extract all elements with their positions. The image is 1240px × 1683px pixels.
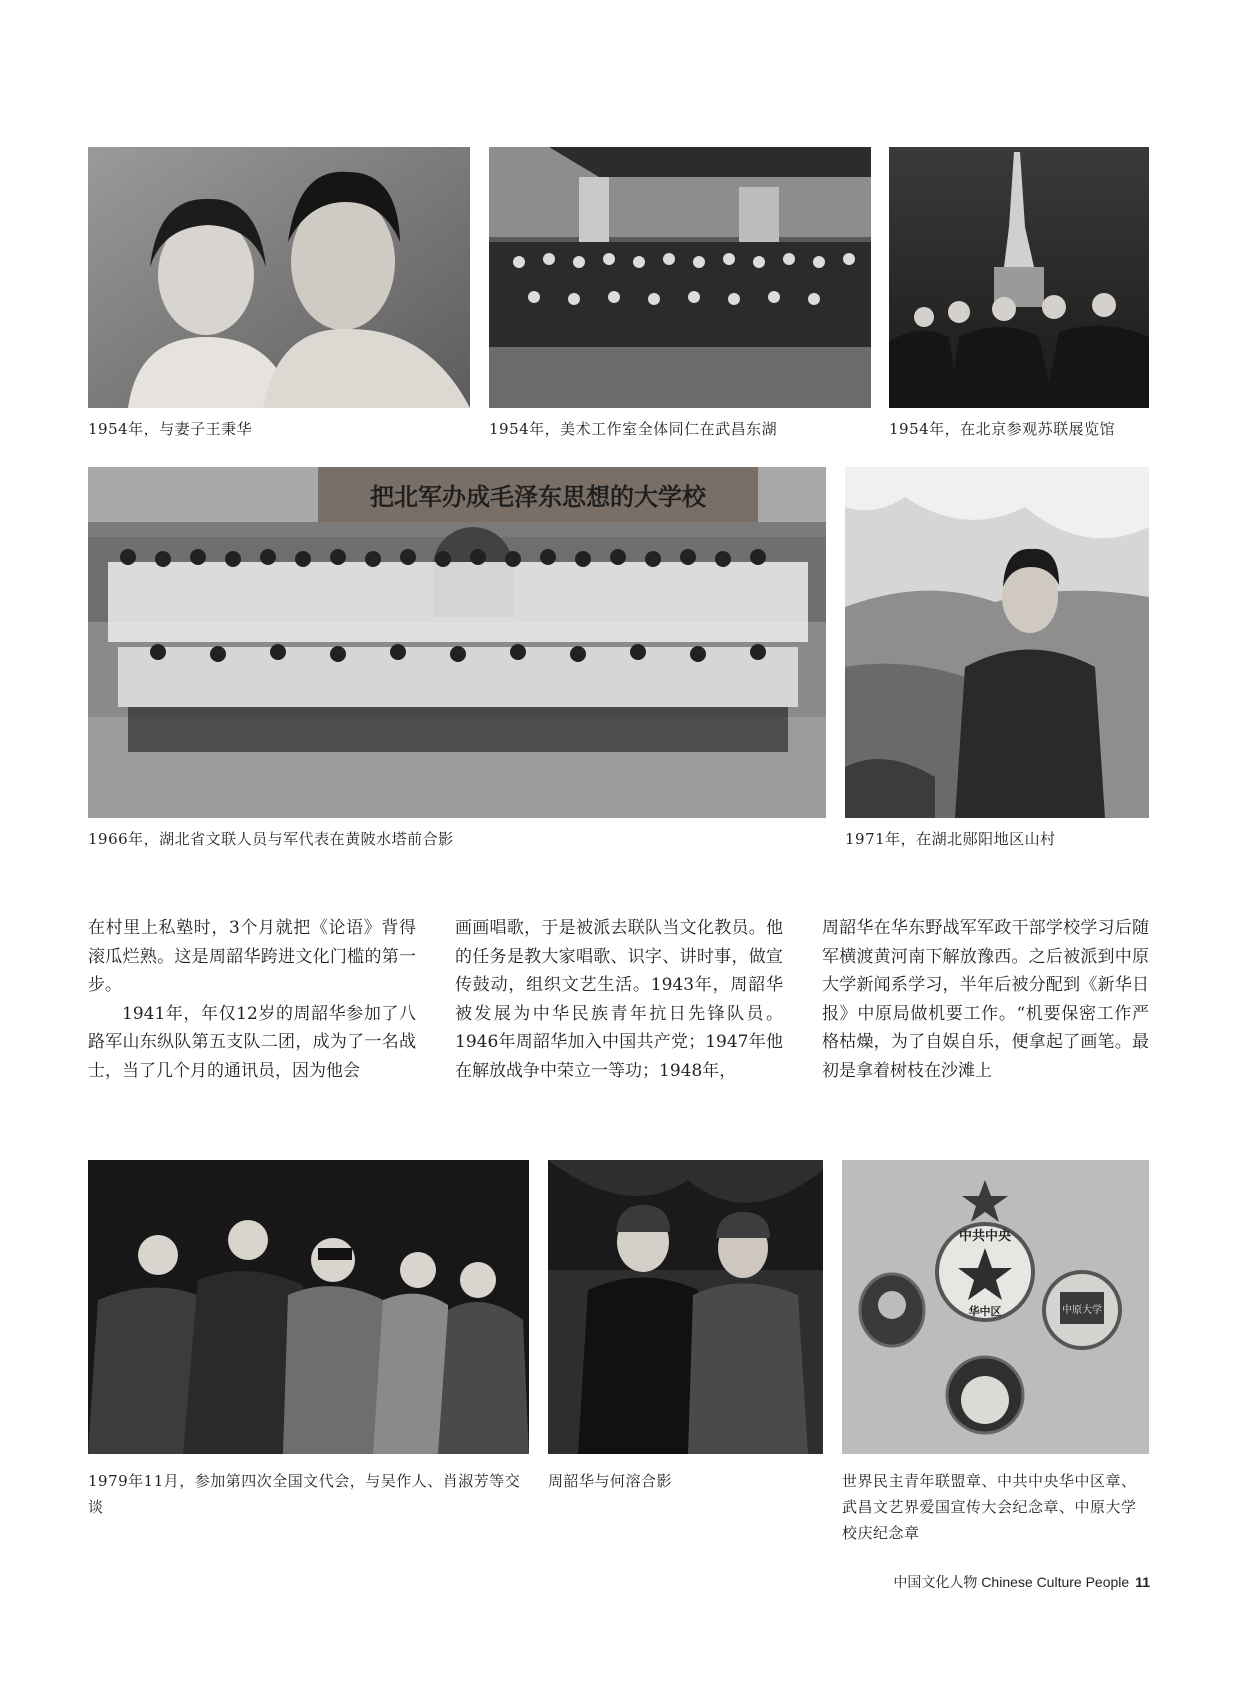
photo-caption: 1966年，湖北省文联人员与军代表在黄陂水塔前合影: [88, 830, 454, 848]
badge-right-text: 中原大学: [1062, 1305, 1102, 1316]
photo-caption: 1954年，在北京参观苏联展览馆: [889, 420, 1116, 438]
page-footer: [893, 1572, 1150, 1592]
photo-beijing-exhibition-1954: [889, 147, 1149, 408]
badge-top-text: 中共中央: [958, 1229, 1012, 1244]
article-column-3: [822, 914, 1149, 1086]
photo-with-he-rong: [548, 1160, 823, 1454]
article-paragraph: 1941年，年仅12岁的周韶华参加了八路军山东纵队第五支队二团，成为了一名战士，当了几个月的通讯员，因为他会: [88, 1003, 416, 1081]
article-paragraph: 画画唱歌，于是被派去联队当文化教员。他的任务是教大家唱歌、识字、讲时事，做宣传鼓动，组织文艺生活。1943年，周韶华被发展为中华民族青年抗日先锋队员。1946年周韶华加入中国共产党；1947年他在解放战争中荣立一等功；1948年，: [455, 918, 783, 1081]
photo-badges: [842, 1160, 1149, 1454]
publication-name: 中国文化人物 Chinese Culture People: [893, 1574, 1130, 1590]
article-column-2: [455, 914, 783, 1086]
photo-yunyang-1971: [845, 467, 1149, 818]
badge-bottom-text: 华中区: [968, 1305, 1002, 1318]
article-paragraph: 在村里上私塾时，3个月就把《论语》背得滚瓜烂熟。这是周韶华跨进文化门槛的第一步。: [88, 918, 416, 996]
photo-caption: 1979年11月，参加第四次全国文代会，与吴作人、肖淑芳等交谈: [88, 1472, 521, 1516]
article-paragraph: 周韶华在华东野战军军政干部学校学习后随军横渡黄河南下解放豫西。之后被派到中原大学新闻系学习，半年后被分配到《新华日报》中原局做机要工作。“机要保密工作严格枯燥，为了自娱自乐，便拿起了画笔。最初是拿着树枝在沙滩上: [822, 918, 1149, 1081]
photo-caption: 1954年，美术工作室全体同仁在武昌东湖: [489, 420, 778, 438]
photo-caption: 周韶华与何溶合影: [548, 1472, 673, 1490]
photo-caption: 1971年，在湖北郧阳地区山村: [845, 830, 1056, 848]
article-column-1: [88, 914, 416, 1086]
photo-caption: 世界民主青年联盟章、中共中央华中区章、武昌文艺界爱国宣传大会纪念章、中原大学校庆纪念章: [842, 1472, 1137, 1542]
photo-couple-1954: [88, 147, 470, 408]
photo-caption: 1954年，与妻子王秉华: [88, 420, 253, 438]
photo-group-huangpi-1966: [88, 467, 826, 818]
photo-congress-1979: [88, 1160, 529, 1454]
building-banner: 把北军办成毛泽东思想的大学校: [370, 483, 706, 511]
page-number: 11: [1135, 1574, 1150, 1590]
photo-group-east-lake-1954: [489, 147, 871, 408]
